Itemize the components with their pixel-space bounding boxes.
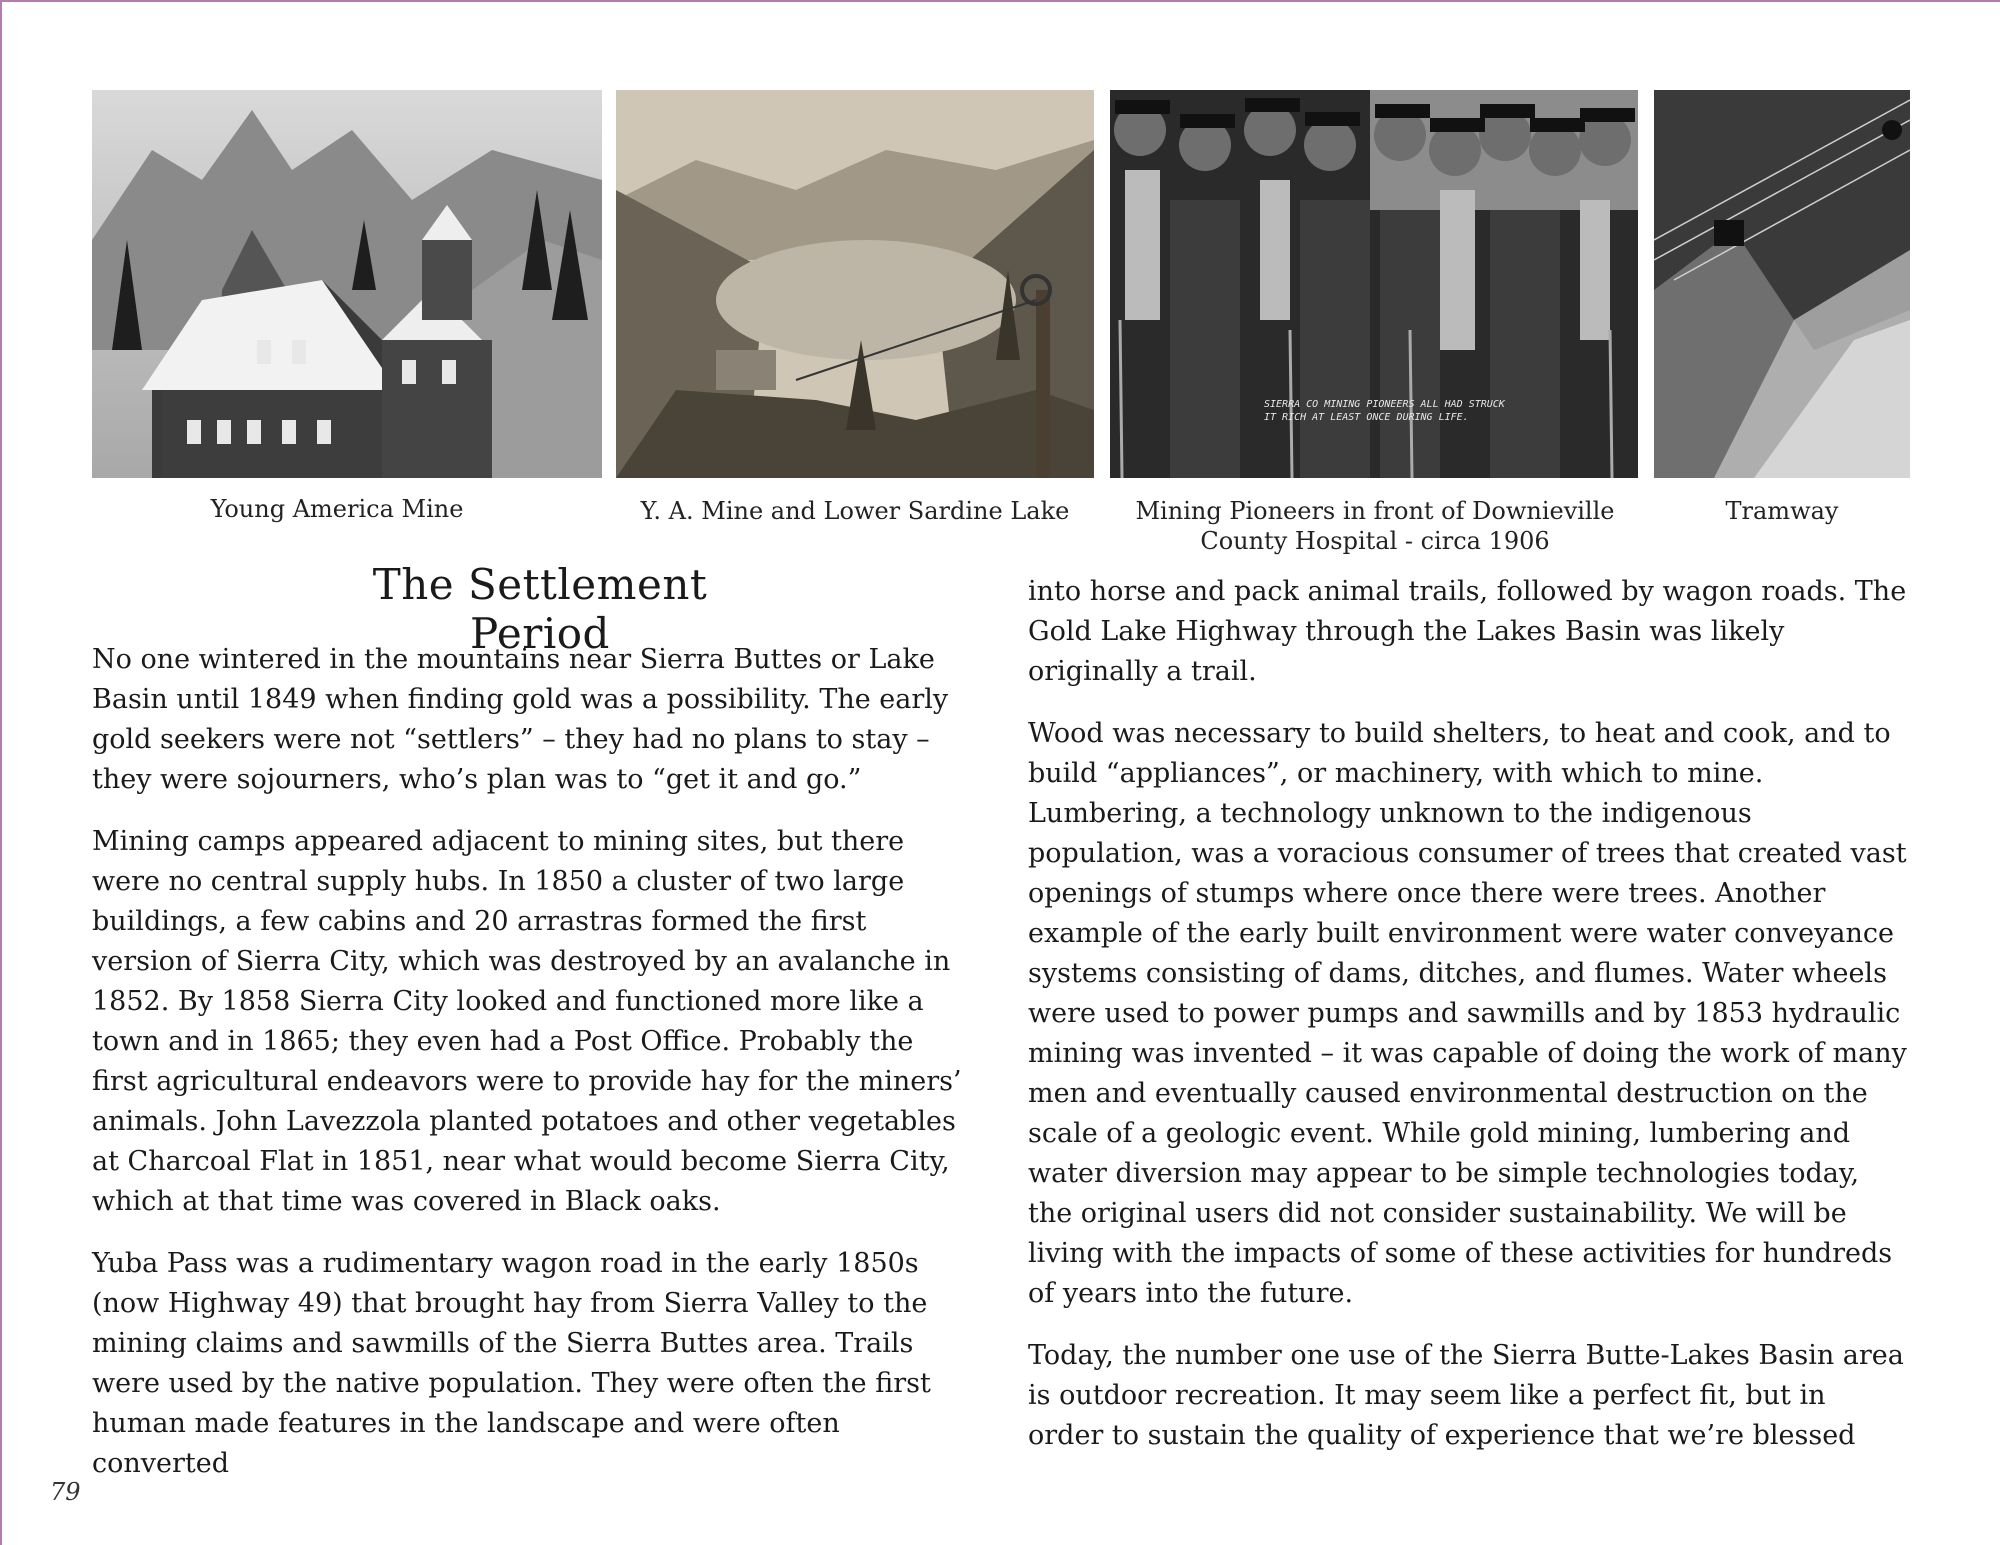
section-heading: The Settlement Period [372,560,708,658]
caption-tramway: Tramway [1725,497,1839,525]
photo-inscription: SIERRA CO MINING PIONEERS ALL HAD STRUCK IT RICH AT LEAST ONCE DURING LIFE. [1264,399,1505,423]
paragraph: Yuba Pass was a rudimentary wagon road in the early 1850s (now Highway 49) that brought hay from Sierra Valley to the mining claims and sawmills of the Sierra Buttes area. Trails were used by the native population. They were often the first human made features in the landscape and were often converted [92,1248,931,1479]
paragraph: No one wintered in the mountains near Sierra Buttes or Lake Basin until 1849 when finding gold was a possibility. The early gold seekers were not “settlers” – they had no plans to stay – they were sojourners, who’s plan was to “get it and go.” [92,644,949,795]
photo-young-america-mine [92,90,602,478]
paragraph: Today, the number one use of the Sierra Butte-Lakes Basin area is outdoor recreation. It may seem like a perfect fit, but in order to sustain the quality of experience that we’re blessed [1028,1340,1904,1451]
paragraph: Mining camps appeared adjacent to mining sites, but there were no central supply hubs. In 1850 a cluster of two large buildings, a few cabins and 20 arrastras formed the first version of Sierra City, which was destroyed by an avalanche in 1852. By 1858 Sierra City looked and functioned more like a town and in 1865; they even had a Post Office. Probably the first agricultural endeavors were to provide hay for the miners’ animals. John Lavezzola planted potatoes and other vegetables at Charcoal Flat in 1851, near what would become Sierra City, which at that time was covered in Black oaks. [92,826,962,1217]
left-column [92,640,972,1506]
photo-lower-sardine-lake [616,90,1094,478]
paragraph: Wood was necessary to build shelters, to heat and cook, and to build “appliances”, or machinery, with which to mine. Lumbering, a technology unknown to the indigenous population, was a voracious consumer of trees that created vast openings of stumps where once there were trees. Another example of the early built environment were water conveyance systems consisting of dams, ditches, and flumes. Water wheels were used to power pumps and sawmills and by 1853 hydraulic mining was invented – it was capable of doing the work of many men and eventually caused environmental destruction on the scale of a geologic event. While gold mining, lumbering and water diversion may appear to be simple technologies today, the original users did not consider sustainability. We will be living with the impacts of some of these activities for hundreds of years into the future. [1028,718,1907,1309]
page-number: 79 [50,1478,81,1506]
caption-young-america-mine: Young America Mine [210,495,464,523]
caption-mining-pioneers: Mining Pioneers in front of Downieville County Hospital - circa 1906 [1135,497,1615,555]
right-column [1028,572,1908,1478]
photo-tramway [1654,90,1910,478]
photo-mining-pioneers [1110,90,1638,478]
caption-lower-sardine-lake: Y. A. Mine and Lower Sardine Lake [640,497,1070,525]
paragraph: into horse and pack animal trails, followed by wagon roads. The Gold Lake Highway through the Lakes Basin was likely originally a trail. [1028,576,1907,687]
